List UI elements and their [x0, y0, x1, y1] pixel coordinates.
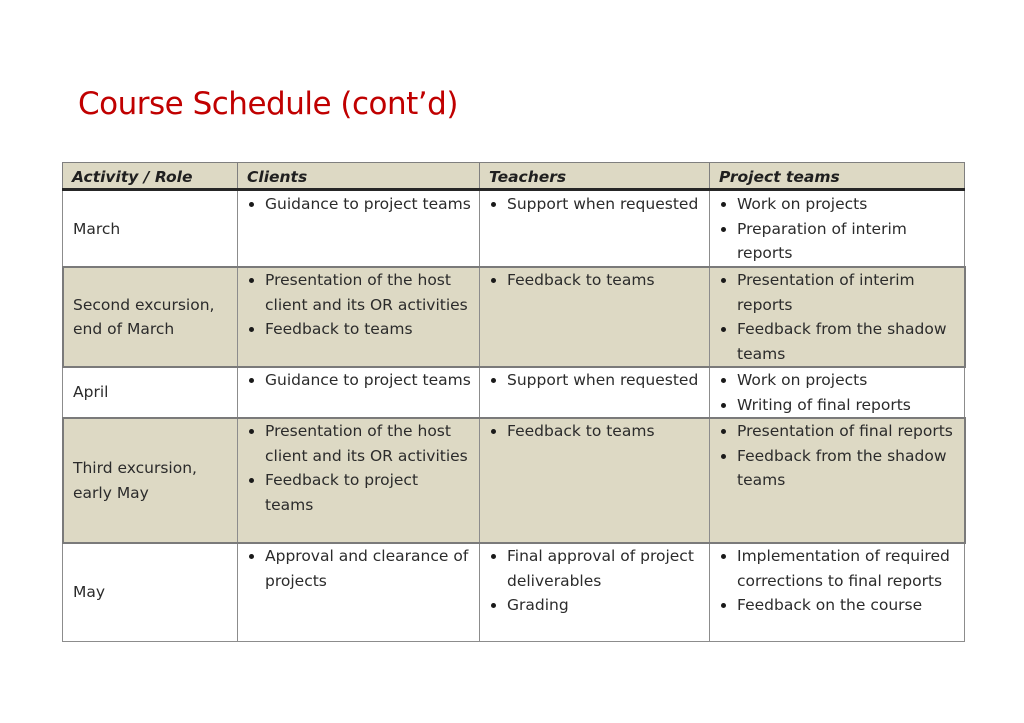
- row-activity: April: [63, 367, 238, 418]
- list-item: Feedback to teams: [488, 268, 701, 293]
- list-item: Work on projects: [718, 368, 956, 393]
- row-teachers-cell: [480, 190, 710, 267]
- list-item: Guidance to project teams: [246, 192, 471, 217]
- row-project-teams-cell: [710, 543, 965, 642]
- list-item: Feedback to project teams: [246, 468, 471, 517]
- table-row: [63, 367, 965, 418]
- row-teachers-cell: [480, 543, 710, 642]
- table-row: [63, 543, 965, 642]
- row-clients-cell: [238, 190, 480, 267]
- row-clients-cell: [238, 418, 480, 543]
- list-item: Support when requested: [488, 192, 701, 217]
- list-item: Support when requested: [488, 368, 701, 393]
- header-activity-role: Activity / Role: [63, 163, 238, 190]
- table-row: [63, 190, 965, 267]
- list-item: Presentation of the host client and its OR activities: [246, 268, 471, 317]
- row-clients-cell: [238, 543, 480, 642]
- list-item: Feedback from the shadow teams: [718, 444, 956, 493]
- row-activity: Second excursion, end of March: [63, 267, 238, 367]
- list-item: Feedback to teams: [488, 419, 701, 444]
- header-teachers: Teachers: [480, 163, 710, 190]
- schedule-table: [62, 162, 965, 642]
- row-clients-cell: [238, 267, 480, 367]
- list-item: Grading: [488, 593, 701, 618]
- page-title: Course Schedule (cont’d): [78, 86, 458, 122]
- row-clients-cell: [238, 367, 480, 418]
- table-header-row: [63, 163, 965, 190]
- list-item: Presentation of the host client and its OR activities: [246, 419, 471, 468]
- row-project-teams-cell: [710, 418, 965, 543]
- row-teachers-cell: [480, 267, 710, 367]
- list-item: Approval and clearance of projects: [246, 544, 471, 593]
- list-item: Feedback on the course: [718, 593, 956, 618]
- header-clients: Clients: [238, 163, 480, 190]
- row-activity: May: [63, 543, 238, 642]
- list-item: Presentation of final reports: [718, 419, 956, 444]
- row-project-teams-cell: [710, 267, 965, 367]
- list-item: Final approval of project deliverables: [488, 544, 701, 593]
- list-item: Writing of final reports: [718, 393, 956, 418]
- row-project-teams-cell: [710, 190, 965, 267]
- list-item: Implementation of required corrections to final reports: [718, 544, 956, 593]
- row-project-teams-cell: [710, 367, 965, 418]
- list-item: Preparation of interim reports: [718, 217, 956, 266]
- row-activity: March: [63, 190, 238, 267]
- list-item: Guidance to project teams: [246, 368, 471, 393]
- table-row: [63, 267, 965, 367]
- list-item: Presentation of interim reports: [718, 268, 956, 317]
- list-item: Work on projects: [718, 192, 956, 217]
- row-teachers-cell: [480, 418, 710, 543]
- header-project-teams: Project teams: [710, 163, 965, 190]
- list-item: Feedback from the shadow teams: [718, 317, 956, 366]
- row-teachers-cell: [480, 367, 710, 418]
- row-activity: Third excursion, early May: [63, 418, 238, 543]
- table-row: [63, 418, 965, 543]
- list-item: Feedback to teams: [246, 317, 471, 342]
